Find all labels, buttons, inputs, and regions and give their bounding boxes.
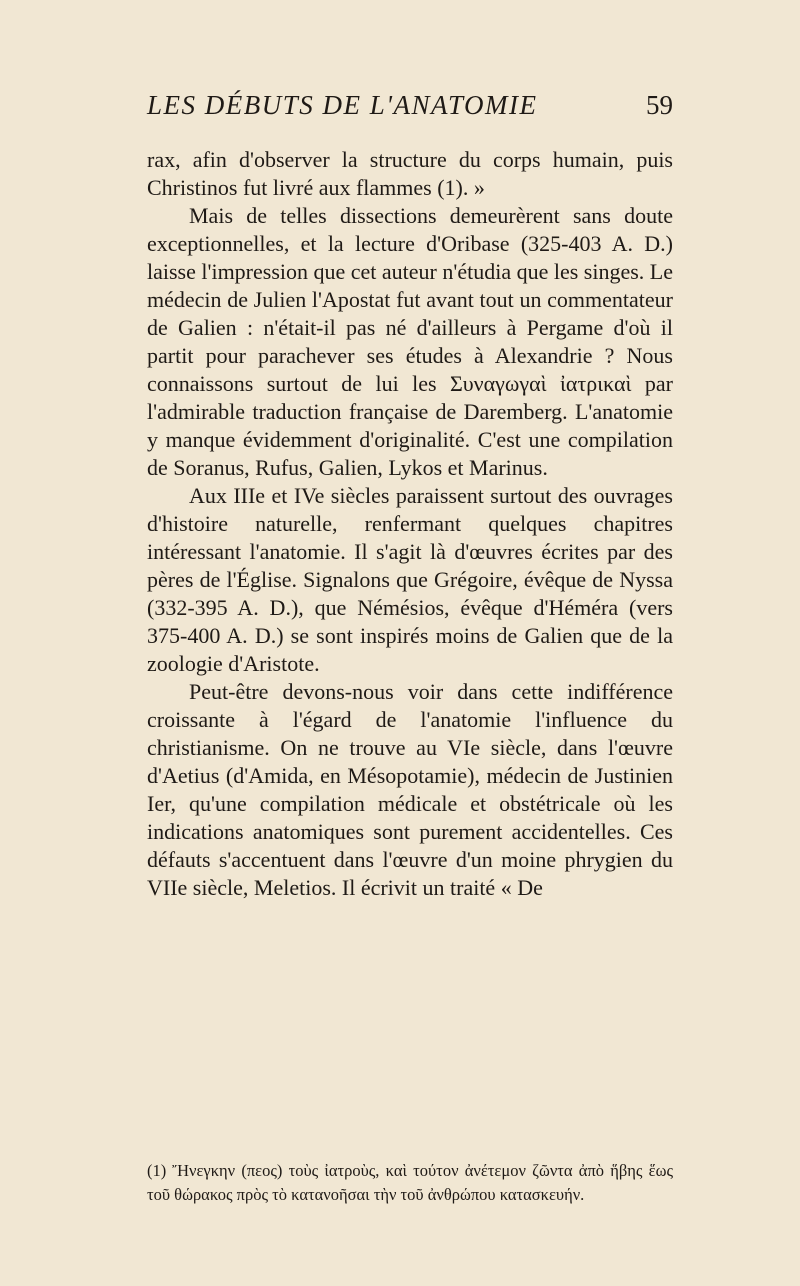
paragraph-4: Peut-être devons-nous voir dans cette indifférence croissante à l'égard de l'anatomie l'influence du christianisme. On ne trouve au VIe siècle, dans l'œuvre d'Aetius (d'Amida, en Mésopotamie), médecin de Justinien Ier, qu'une compilation médicale et obstétricale où les indications anatomiques sont purement accidentelles. Ces défauts s'accentuent dans l'œuvre d'un moine phrygien du VIIe siècle, Meletios. Il écrivit un traité « De [147,679,673,900]
footnote-marker: (1) [147,1161,167,1180]
paragraph-1: rax, afin d'observer la structure du corps humain, puis Christinos fut livré aux flammes (1). » [147,147,673,200]
footnote [147,1159,673,1207]
running-title: LES DÉBUTS DE L'ANATOMIE [147,90,538,120]
footnote-text: Ἤνεγκην (πεος) τοὺς ἰατροὺς, καὶ τούτον ἀνέτεμον ζῶντα ἀπὸ ἥβης ἕως τοῦ θώρακος πρὸς τὸ κατανοῆσαι τὴν τοῦ ἀνθρώπου κατασκευήν. [147,1161,673,1204]
page-header [147,90,673,130]
body-text [147,146,673,902]
page-number: 59 [646,90,673,120]
paragraph-2: Mais de telles dissections demeurèrent sans doute exceptionnelles, et la lecture d'Oribase (325-403 A. D.) laisse l'impression que cet auteur n'étudia que les singes. Le médecin de Julien l'Apostat fut avant tout un commentateur de Galien : n'était-il pas né d'ailleurs à Pergame d'où il partit pour parachever ses études à Alexandrie ? Nous connaissons surtout de lui les Συναγωγαὶ ἰατρικαὶ par l'admirable traduction française de Daremberg. L'anatomie y manque évidemment d'originalité. C'est une compilation de Soranus, Rufus, Galien, Lykos et Marinus. [147,203,674,480]
paragraph-3: Aux IIIe et IVe siècles paraissent surtout des ouvrages d'histoire naturelle, renfermant quelques chapitres intéressant l'anatomie. Il s'agit là d'œuvres écrites par des pères de l'Église. Signalons que Grégoire, évêque de Nyssa (332-395 A. D.), que Némésios, évêque d'Héméra (vers 375-400 A. D.) se sont inspirés moins de Galien que de la zoologie d'Aristote. [147,483,673,676]
